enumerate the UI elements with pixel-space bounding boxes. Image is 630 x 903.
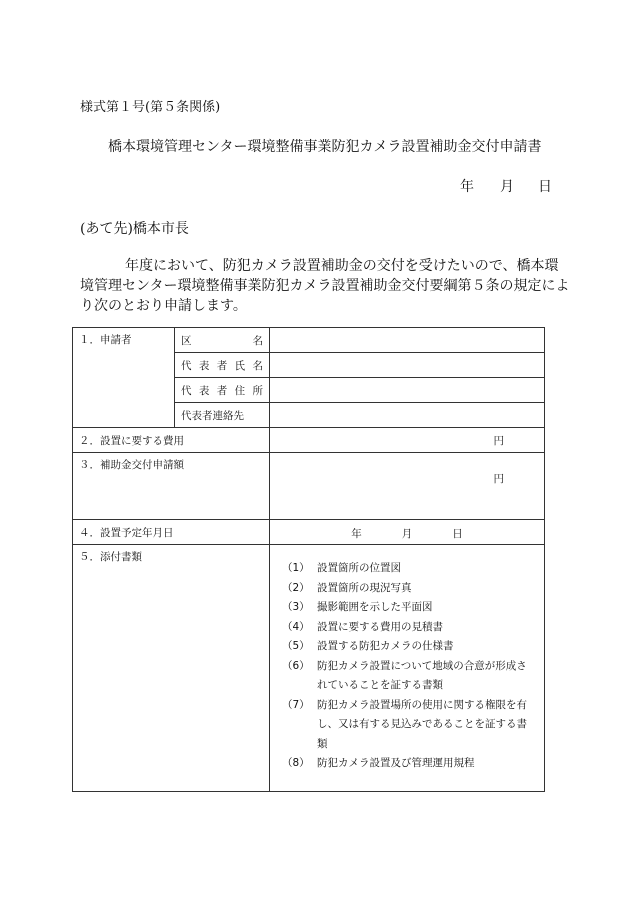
install-month-label: 月 <box>401 528 413 540</box>
rep-contact-field[interactable] <box>270 403 545 428</box>
subsidy-amount-field[interactable] <box>270 453 545 520</box>
attachments-label: ５．添付書類 <box>73 545 270 792</box>
rep-address-label: 代 表 者 住 所 <box>175 378 270 403</box>
list-item: （2） 設置箇所の現況写真 <box>282 581 412 594</box>
attachments-list-cell <box>270 545 545 792</box>
date-day-label: 日 <box>538 179 552 195</box>
application-form-table <box>72 327 545 792</box>
list-item: （8） 防犯カメラ設置及び管理運用規程 <box>282 757 475 769</box>
statement-line: 境管理センター環境整備事業防犯カメラ設置補助金交付要綱第５条の規定によ <box>80 278 570 294</box>
table-row <box>73 453 545 520</box>
list-item: （1） 設置箇所の位置図 <box>282 562 401 574</box>
table-row <box>73 328 545 353</box>
rep-name-label: 代 表 者 氏 名 <box>175 353 270 378</box>
table-row <box>73 428 545 453</box>
attachments-list <box>276 545 538 786</box>
document-title: 橋本環境管理センター環境整備事業防犯カメラ設置補助金交付申請書 <box>108 139 542 155</box>
date-month-label: 月 <box>500 179 514 195</box>
statement-line: 年度において、防犯カメラ設置補助金の交付を受けたいので、橋本環 <box>125 258 559 274</box>
cost-label: ２．設置に要する費用 <box>73 428 270 453</box>
rep-address-field[interactable] <box>270 378 545 403</box>
cost-field[interactable] <box>270 428 545 453</box>
applicant-label: １．申請者 <box>73 328 175 428</box>
application-statement <box>80 256 570 316</box>
install-year-label: 年 <box>351 528 362 540</box>
install-date-field[interactable] <box>270 520 545 545</box>
table-row <box>73 520 545 545</box>
form-number: 様式第１号(第５条関係) <box>80 100 221 115</box>
ward-name-field[interactable] <box>270 328 545 353</box>
ward-name-label: 区 名 <box>175 328 270 353</box>
install-day-label: 日 <box>452 528 463 540</box>
rep-name-field[interactable] <box>270 353 545 378</box>
date-year-label: 年 <box>460 179 474 195</box>
list-item: （3） 撮影範囲を示した平面図 <box>282 601 433 613</box>
list-item: （7） 防犯カメラ設置場所の使用に関する権限を有 し、又は有する見込みであることを証する書 類 <box>282 698 527 750</box>
list-item: （5） 設置する防犯カメラの仕様書 <box>282 640 454 652</box>
table-row <box>73 545 545 792</box>
list-item: （4） 設置に要する費用の見積書 <box>282 620 443 633</box>
subsidy-amount-label: ３．補助金交付申請額 <box>73 453 270 520</box>
list-item: （6） 防犯カメラ設置について地域の合意が形成さ れていることを証する書類 <box>282 659 527 691</box>
statement-line: り次のとおり申請します。 <box>80 298 247 314</box>
yen-unit: 円 <box>493 473 504 485</box>
yen-unit: 円 <box>493 434 504 447</box>
install-date-label: ４．設置予定年月日 <box>73 520 270 545</box>
rep-contact-label: 代表者連絡先 <box>175 403 270 428</box>
addressee: (あて先)橋本市長 <box>80 221 189 237</box>
